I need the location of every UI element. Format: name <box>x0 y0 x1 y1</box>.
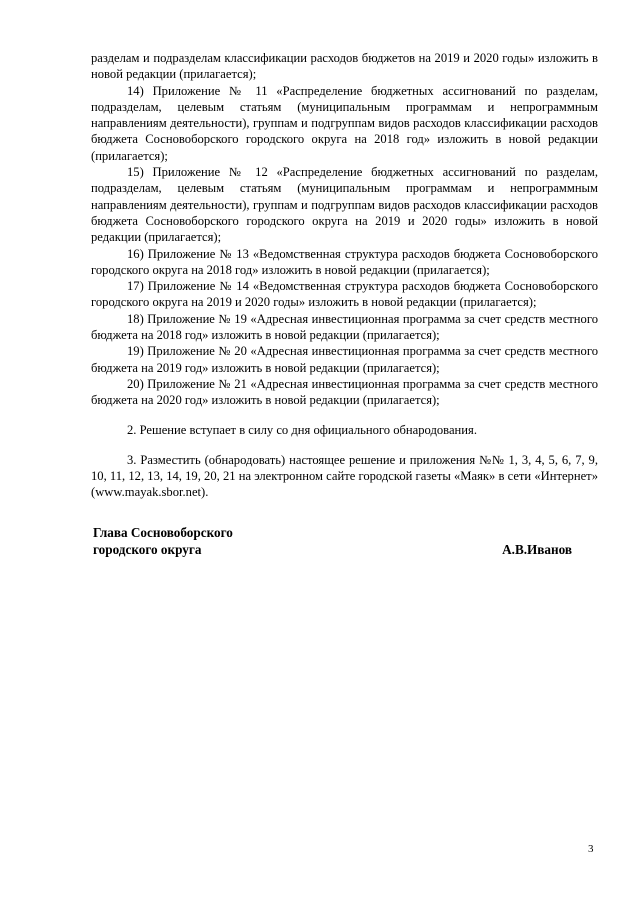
paragraph-item-18: 18) Приложение № 19 «Адресная инвестиционная программа за счет средств местного бюджета на 2018 год» изложить в новой редакции (прилагается); <box>91 311 598 343</box>
paragraph-item-15: 15) Приложение № 12 «Распределение бюджетных ассигнований по разделам, подразделам, целевым статьям (муниципальным программам и непрограммным направлениям деятельности), группам и подгруппам видов расходов классификации расходов бюджета Сосновоборского городского округа на 2019 и 2020 годы» изложить в новой редакции (прилагается); <box>91 165 598 245</box>
paragraph-effective-date: 2. Решение вступает в силу со дня официального обнародования. <box>127 422 477 437</box>
signature-block <box>93 524 598 558</box>
signature-row <box>93 541 598 558</box>
paragraph-item-20: 20) Приложение № 21 «Адресная инвестиционная программа за счет средств местного бюджета на 2020 год» изложить в новой редакции (прилагается); <box>91 376 598 408</box>
paragraph-item-19: 19) Приложение № 20 «Адресная инвестиционная программа за счет средств местного бюджета на 2019 год» изложить в новой редакции (прилагается); <box>91 344 598 375</box>
paragraph-sections-continuation: разделам и подразделам классификации расходов бюджетов на 2019 и 2020 годы» изложить в новой редакции (прилагается); <box>91 51 598 82</box>
paragraph-publication: 3. Разместить (обнародовать) настоящее решение и приложения №№ 1, 3, 4, 5, 6, 7, 9, 10, 11, 12, 13, 14, 19, 20, 21 на электронном сайте городской газеты «Маяк» в сети «Интернет» (www.mayak.sbor.net). <box>91 452 598 500</box>
page-number: 3 <box>588 843 594 855</box>
paragraph-item-14: 14) Приложение № 11 «Распределение бюджетных ассигнований по разделам, подразделам, целевым статьям (муниципальным программам и непрограммным направлениям деятельности), группам и подгруппам видов расходов классификации расходов бюджета Сосновоборского городского округа на 2018 год» изложить в новой редакции (прилагается); <box>91 83 598 163</box>
signature-title-line1: Глава Сосновоборского <box>93 525 233 540</box>
document-body <box>91 50 598 501</box>
signature-name: А.В.Иванов <box>502 542 572 557</box>
signature-title-line2: городского округа <box>93 542 202 557</box>
paragraph-item-17: 17) Приложение № 14 «Ведомственная структура расходов бюджета Сосновоборского городского округа на 2019 и 2020 годы» изложить в новой редакции (прилагается); <box>91 279 598 310</box>
paragraph-item-16: 16) Приложение № 13 «Ведомственная структура расходов бюджета Сосновоборского городского округа на 2018 год» изложить в новой редакции (прилагается); <box>91 246 598 277</box>
